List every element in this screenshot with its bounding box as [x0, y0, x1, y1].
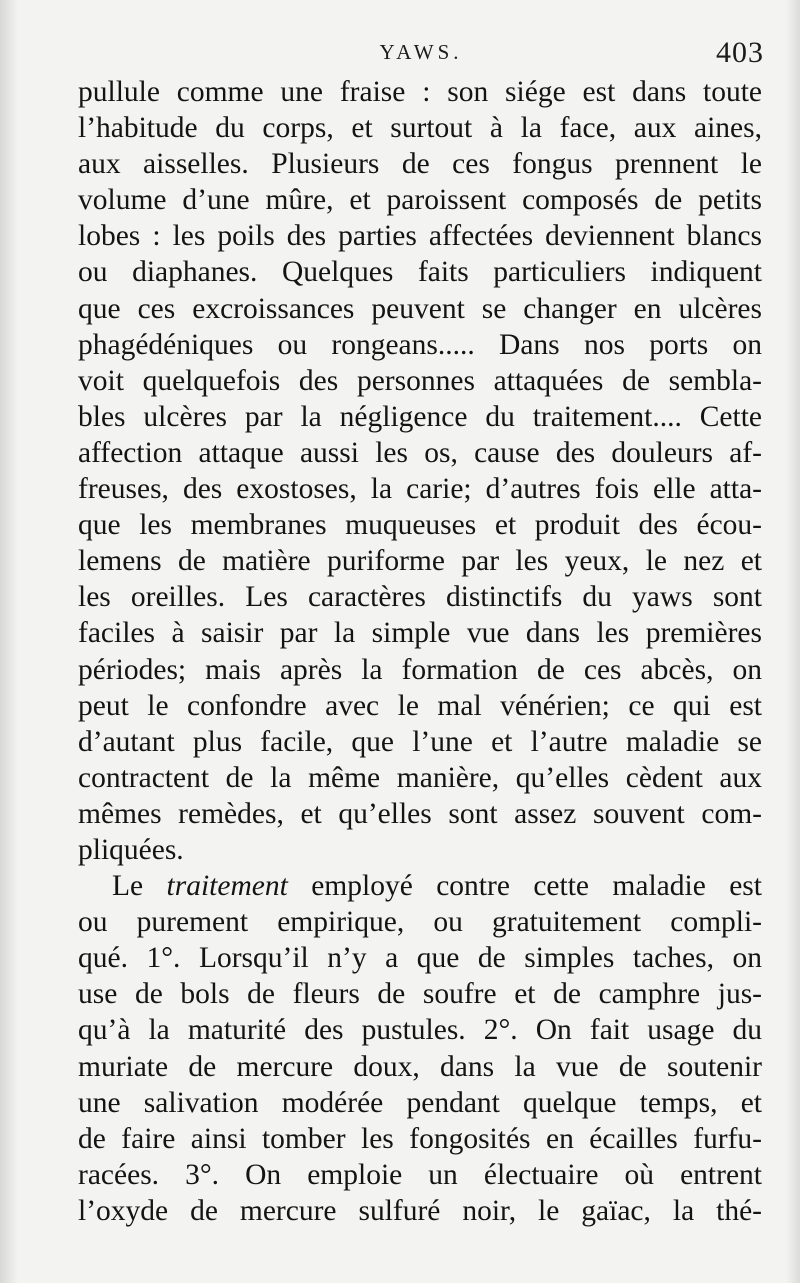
text-line: aux aisselles. Plusieurs de ces fongus prennent le [78, 148, 762, 181]
body-text [78, 74, 762, 1229]
text-line: phagédéniques ou rongeans..... Dans nos ports on [78, 328, 762, 361]
italic-term: traitement [166, 870, 288, 903]
text-line: que les membranes muqueuses et produit des écou- [78, 509, 762, 542]
text-line: freuses, des exostoses, la carie; d’autres fois elle atta- [78, 473, 762, 506]
text-line: lobes : les poils des parties affectées deviennent blancs [78, 220, 762, 253]
text-line: d’autant plus facile, que l’une et l’autre maladie se [78, 725, 762, 758]
text-line: qu’à la maturité des pustules. 2°. On fait usage du [78, 1014, 762, 1047]
text-line: volume d’une mûre, et paroissent composés de petits [78, 184, 762, 217]
text-line: les oreilles. Les caractères distinctifs du yaws sont [78, 581, 762, 614]
text-line: contractent de la même manière, qu’elles cèdent aux [78, 761, 762, 794]
text-line: périodes; mais après la formation de ces abcès, on [78, 653, 762, 686]
text-line: use de bols de fleurs de soufre et de camphre jus- [78, 978, 762, 1011]
running-head [78, 36, 764, 76]
text-line: lemens de matière puriforme par les yeux, le nez et [78, 545, 762, 578]
text-line: affection attaque aussi les os, cause des douleurs af- [78, 436, 762, 469]
text-line: pliquées. [78, 833, 184, 866]
text-line: racées. 3°. On emploie un électuaire où entrent [78, 1158, 762, 1191]
text-line: faciles à saisir par la simple vue dans les premières [78, 617, 762, 650]
text-line: ou purement empirique, ou gratuitement compli- [78, 906, 762, 939]
text-line: qué. 1°. Lorsqu’il n’y a que de simples taches, on [78, 942, 762, 975]
text-line: que ces excroissances peuvent se changer en ulcères [78, 292, 762, 325]
paragraph-1 [78, 74, 762, 868]
paragraph-2 [78, 868, 762, 1229]
text-line: peut le confondre avec le mal vénérien; ce qui est [78, 689, 762, 722]
text-line: bles ulcères par la négligence du traitement.... Cette [78, 400, 762, 433]
text-line: l’oxyde de mercure sulfuré noir, le gaïac, la thé- [78, 1194, 762, 1227]
running-head-title: YAWS. [379, 40, 463, 64]
text-run: Le [112, 870, 167, 903]
page-number: 403 [716, 36, 764, 69]
text-line: muriate de mercure doux, dans la vue de soutenir [78, 1050, 762, 1083]
text-line: une salivation modérée pendant quelque temps, et [78, 1086, 762, 1119]
text-line: mêmes remèdes, et qu’elles sont assez souvent com- [78, 797, 762, 830]
text-run: employé contre cette maladie est [287, 870, 762, 903]
text-line: de faire ainsi tomber les fongosités en écailles furfu- [78, 1122, 762, 1155]
text-line: ou diaphanes. Quelques faits particuliers indiquent [78, 256, 762, 289]
text-line: voit quelquefois des personnes attaquées de sembla- [78, 364, 762, 397]
text-line-first [78, 868, 762, 904]
text-line: pullule comme une fraise : son siége est dans toute [78, 76, 762, 108]
text-line: l’habitude du corps, et surtout à la face, aux aines, [78, 112, 762, 145]
